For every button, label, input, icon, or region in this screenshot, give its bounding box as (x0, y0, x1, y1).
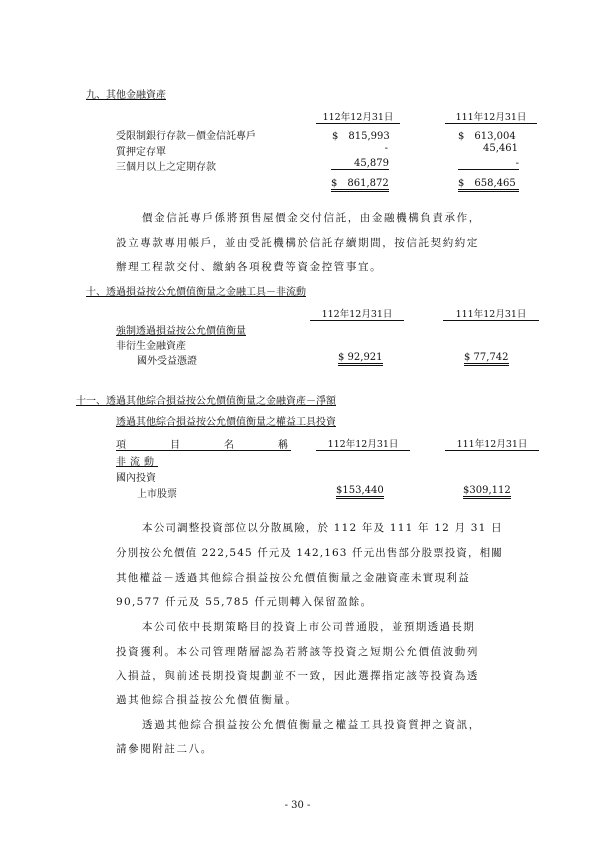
s11-subcategory: 國內投資 (116, 473, 156, 484)
s9-paragraph-line: 設立專款專用帳戶，並由受託機構於信託存續期間，按信託契約約定 (116, 237, 479, 249)
s11-paragraph-line: 透過其他綜合損益按公允價值衡量之權益工具投資質押之資訊， (142, 719, 481, 731)
s9-total-c1: $ 861,872 (331, 174, 389, 192)
s10-col2-header: 111年12月31日 (443, 306, 539, 321)
s9-row-c1: 45,879 (331, 158, 389, 170)
s11-col2-header: 111年12月31日 (445, 436, 539, 451)
page-number: - 30 - (284, 800, 311, 811)
s9-row-label: 受限制銀行存款－價金信託專戶 (116, 131, 256, 142)
s11-row-c1: $153,440 (336, 485, 384, 499)
s11-name-header (116, 436, 291, 451)
s10-row-label: 國外受益憑證 (137, 356, 197, 367)
section-10-heading: 十、透過損益按公允價值衡量之金融工具－非流動 (86, 287, 306, 298)
s10-row-c1: $ 92,921 (338, 352, 383, 366)
s9-row-label: 質押定存單 (116, 147, 166, 158)
s11-row-label: 上市股票 (137, 489, 177, 500)
section-11-heading: 十一、透過其他綜合損益按公允價值衡量之金融資產－淨額 (76, 396, 336, 407)
s11-name-char: 目 (170, 440, 180, 451)
s9-row-label: 三個月以上之定期存款 (116, 162, 216, 173)
s11-col1-header: 112年12月31日 (316, 436, 410, 451)
s11-subheading: 透過其他綜合損益按公允價值衡量之權益工具投資 (116, 417, 336, 428)
s9-row-c2: - (458, 158, 519, 170)
s11-paragraph-line: 過其他綜合損益按公允價值衡量。 (116, 694, 298, 706)
s9-row-c1: $ 815,993 (332, 131, 390, 142)
s10-row-c2: $ 77,742 (464, 352, 509, 366)
s9-row-c2: 45,461 (483, 143, 518, 154)
s11-paragraph-line: 入損益，與前述長期投資規劃並不一致，因此選擇指定該等投資為透 (116, 670, 479, 682)
s10-subheading-2: 非衍生金融資產 (116, 341, 186, 352)
s9-total-c2: $ 658,465 (458, 174, 519, 192)
s9-col1-header: 112年12月31日 (316, 109, 400, 124)
s11-row-c2: $309,112 (463, 485, 511, 499)
s11-paragraph-line: 本公司調整投資部位以分散風險，於 112 年及 111 年 12 月 31 日 (142, 522, 503, 534)
s9-paragraph-line: 價金信託專戶係將預售屋價金交付信託，由金融機構負責承作， (142, 212, 481, 224)
s11-paragraph-line: 投資獲利。本公司管理階層認為若將該等投資之短期公允價值波動列 (116, 646, 479, 658)
s9-row-c1: - (384, 143, 388, 154)
s10-subheading: 強制透過損益按公允價值衡量 (116, 326, 246, 337)
s11-paragraph-line: 請參閱附註二八。 (116, 743, 213, 755)
section-9-heading: 九、其他金融資產 (86, 90, 166, 101)
s9-paragraph-line: 辦理工程款交付、繳納各項稅費等資金控管事宜。 (116, 261, 383, 273)
s11-category: 非流動 (116, 457, 158, 468)
s11-name-char: 稱 (278, 440, 288, 451)
s11-paragraph-line: 90,577 仟元及 55,785 仟元則轉入保留盈餘。 (116, 596, 373, 608)
s10-col1-header: 112年12月31日 (310, 306, 404, 321)
s11-name-char: 名 (224, 440, 234, 451)
s9-row-c2: $ 613,004 (458, 131, 516, 142)
s11-paragraph-line: 本公司依中長期策略目的投資上市公司普通股，並預期透過長期 (142, 621, 476, 633)
s9-col2-header: 111年12月31日 (445, 109, 537, 124)
s11-paragraph-line: 其他權益－透過其他綜合損益按公允價值衡量之金融資產未實現利益 (116, 572, 470, 584)
s11-name-char: 項 (116, 440, 126, 451)
s11-paragraph-line: 分別按公允價值 222,545 仟元及 142,163 仟元出售部分股票投資，相關 (116, 547, 503, 559)
